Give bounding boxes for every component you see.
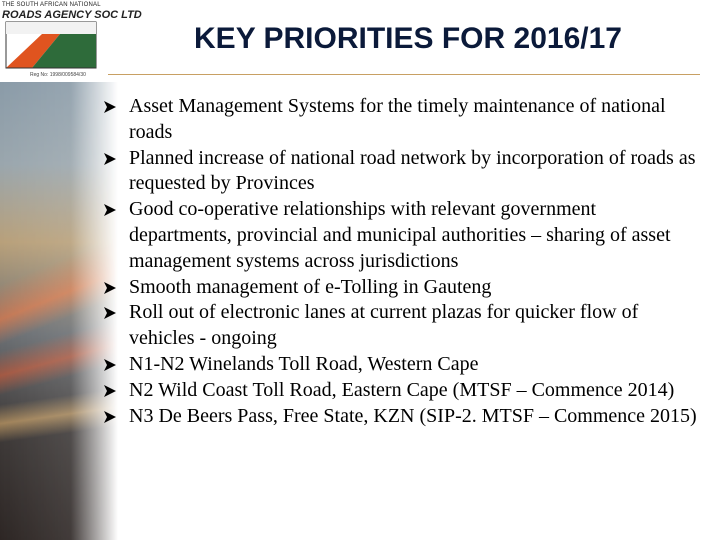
list-item xyxy=(103,197,703,274)
bullet-text: Asset Management Systems for the timely maintenance of national roads xyxy=(129,95,666,143)
list-item xyxy=(103,146,703,198)
slide-title: KEY PRIORITIES FOR 2016/17 xyxy=(194,22,622,55)
arrow-bullet-icon xyxy=(103,281,117,295)
bullet-text: N1-N2 Winelands Toll Road, Western Cape xyxy=(129,352,479,375)
bullet-text: Good co-operative relationships with relevant government departments, provincial and municipal authorities – sharing of asset management systems across jurisdictions xyxy=(129,198,671,272)
bullet-text: Roll out of electronic lanes at current plazas for quicker flow of vehicles - ongoing xyxy=(129,301,639,350)
bullet-text: Planned increase of national road network by incorporation of roads as requested by Provinces xyxy=(129,146,696,195)
arrow-bullet-icon xyxy=(103,384,117,398)
priority-list xyxy=(103,94,703,429)
list-item xyxy=(103,300,703,352)
list-item xyxy=(103,378,703,404)
title-divider xyxy=(108,74,700,75)
arrow-bullet-icon xyxy=(103,410,117,424)
logo-reg-number: Reg No: 1998/009584/30 xyxy=(30,72,86,78)
sanral-logo xyxy=(2,2,142,80)
arrow-bullet-icon xyxy=(103,306,117,320)
list-item xyxy=(103,352,703,378)
arrow-bullet-icon xyxy=(103,100,117,114)
list-item xyxy=(103,404,703,430)
list-item xyxy=(103,94,703,146)
arrow-bullet-icon xyxy=(103,203,117,217)
bullet-text: Smooth management of e-Tolling in Gauteng xyxy=(129,275,492,298)
list-item xyxy=(103,275,703,301)
logo-tagline: THE SOUTH AFRICAN NATIONAL xyxy=(2,2,101,8)
bullet-text: N2 Wild Coast Toll Road, Eastern Cape (MTSF – Commence 2014) xyxy=(129,378,675,401)
arrow-bullet-icon xyxy=(103,152,117,166)
logo-name: ROADS AGENCY SOC LTD xyxy=(2,9,142,21)
bullet-text: N3 De Beers Pass, Free State, KZN (SIP-2. MTSF – Commence 2015) xyxy=(129,404,697,427)
arrow-bullet-icon xyxy=(103,358,117,372)
highway-photo-strip xyxy=(0,82,118,540)
